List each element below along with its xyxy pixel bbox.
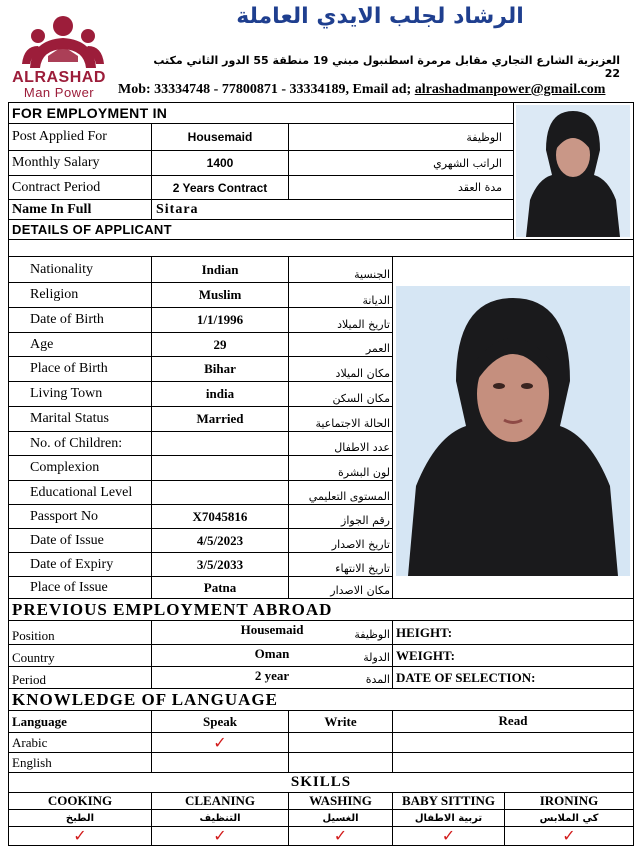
religion-value: Muslim [198, 287, 242, 302]
passport-no-label: Passport No [30, 508, 99, 524]
passport-no-arabic: رقم الجواز [341, 514, 390, 527]
skill-ironing-label: IRONING [539, 793, 599, 808]
skill-babysitting-arabic: تربية الاطفال [414, 812, 483, 824]
living-town-label: Living Town [30, 386, 103, 401]
skill-cleaning-arabic: التنظيف [199, 812, 241, 824]
contract-period-label: Contract Period [12, 179, 101, 195]
skill-cooking-arabic: الطبخ [65, 812, 95, 824]
language-section-title: KNOWLEDGE OF LANGUAGE [12, 689, 278, 709]
language-arabic-label: Arabic [12, 734, 48, 750]
monthly-salary-value: 1400 [206, 156, 234, 170]
speak-col-header: Speak [203, 713, 237, 729]
full-name-label: Name In Full [12, 201, 92, 217]
skill-cleaning-label: CLEANING [184, 793, 256, 808]
read-col-header: Read [498, 713, 528, 728]
prev-position-label: Position [12, 628, 55, 643]
children-label: No. of Children: [30, 435, 123, 451]
marital-status-label: Marital Status [30, 411, 109, 426]
skill-washing-label: WASHING [309, 793, 372, 808]
marital-status-value: Married [196, 411, 244, 426]
weight-label: WEIGHT: [396, 647, 455, 663]
date-of-birth-label: Date of Birth [30, 312, 104, 327]
education-value [152, 481, 288, 504]
full-name-value: Sitara [156, 201, 199, 217]
prev-country-value: Oman [254, 646, 290, 661]
skill-cleaning-check-icon: ✓ [213, 828, 227, 845]
prev-country-arabic: الدولة [363, 650, 390, 664]
prev-period-value: 2 year [254, 668, 290, 683]
english-speak-check-icon [152, 753, 288, 772]
prev-position-value: Housemaid [240, 622, 304, 637]
skill-cooking-label: COOKING [47, 793, 113, 808]
children-arabic: عدد الاطفال [334, 441, 390, 454]
arabic-read-check-icon [393, 733, 633, 752]
skill-babysitting-label: BABY SITTING [401, 793, 496, 808]
date-of-expiry-arabic: تاريخ الانتهاء [335, 562, 390, 575]
language-english-label: English [12, 754, 52, 770]
nationality-arabic: الجنسية [354, 268, 390, 281]
contract-period-arabic: مدة العقد [458, 181, 502, 194]
date-of-birth-arabic: تاريخ الميلاد [337, 317, 390, 331]
monthly-salary-arabic: الراتب الشهري [433, 156, 502, 170]
religion-label: Religion [30, 287, 79, 302]
post-applied-value: Housemaid [187, 130, 253, 144]
arabic-write-check-icon [289, 733, 392, 752]
english-read-check-icon [393, 753, 633, 772]
religion-arabic: الديانة [362, 293, 390, 307]
living-town-value: india [205, 386, 235, 401]
skill-washing-check-icon: ✓ [333, 828, 348, 845]
contact-email-link[interactable]: alrashadmanpower@gmail.com [414, 82, 606, 97]
children-value [152, 432, 288, 455]
education-arabic: المستوى التعليمي [308, 490, 390, 503]
company-name-arabic: الرشاد لجلب الايدي العاملة [236, 4, 524, 29]
date-of-expiry-label: Date of Expiry [30, 556, 114, 572]
prev-period-label: Period [12, 672, 46, 687]
age-arabic: العمر [365, 342, 390, 355]
place-of-birth-value: Bihar [204, 361, 236, 376]
place-of-issue-arabic: مكان الاصدار [330, 584, 390, 597]
age-value: 29 [213, 336, 227, 352]
language-col-header: Language [12, 713, 67, 729]
skill-babysitting-check-icon: ✓ [441, 828, 456, 845]
contact-phones: Mob: 33334748 - 77800871 - 33334189, Email ad; [118, 82, 415, 97]
employment-section-title: FOR EMPLOYMENT IN [12, 105, 168, 121]
place-of-issue-value: Patna [203, 579, 237, 595]
living-town-arabic: مكان السكن [332, 391, 390, 405]
previous-employment-title: PREVIOUS EMPLOYMENT ABROAD [12, 599, 333, 619]
education-label: Educational Level [30, 484, 133, 500]
place-of-issue-label: Place of Issue [30, 579, 108, 595]
skill-ironing-arabic: كي الملابس [539, 812, 599, 824]
applicant-photo-large [396, 286, 630, 576]
marital-status-arabic: الحالة الاجتماعية [315, 416, 390, 430]
place-of-birth-arabic: مكان الميلاد [335, 366, 390, 380]
english-write-check-icon [289, 753, 392, 772]
logo-text: ALRASHAD [12, 69, 106, 86]
date-of-issue-arabic: تاريخ الاصدار [331, 538, 390, 551]
company-contact [118, 82, 636, 98]
portrait-small-icon [516, 105, 630, 237]
complexion-label: Complexion [30, 460, 100, 475]
post-applied-label: Post Applied For [12, 129, 107, 144]
date-of-issue-value: 4/5/2023 [196, 532, 244, 548]
date-of-issue-label: Date of Issue [30, 532, 104, 548]
prev-position-arabic: الوظيفة [354, 628, 390, 641]
date-of-selection-label: DATE OF SELECTION: [396, 669, 536, 685]
nationality-value: Indian [201, 261, 239, 277]
date-of-expiry-value: 3/5/2033 [196, 556, 244, 572]
applicant-photo-small [516, 105, 630, 237]
application-form [8, 102, 634, 846]
logo-subtext: Man Power [23, 85, 95, 100]
skills-section-title: SKILLS [290, 774, 352, 790]
skill-cooking-check-icon: ✓ [73, 828, 87, 845]
post-applied-arabic: الوظيفة [466, 130, 502, 144]
complexion-arabic: لون البشرة [338, 465, 390, 479]
date-of-birth-value: 1/1/1996 [196, 312, 244, 327]
company-address: العزيزية الشارع التجاري مقابل مرمرة اسطنبول مبني 19 منطقة 55 الدور الثاني مكتب 22 [153, 54, 620, 80]
write-col-header: Write [324, 713, 357, 729]
prev-country-label: Country [12, 650, 55, 665]
place-of-birth-label: Place of Birth [30, 361, 108, 376]
age-label: Age [30, 336, 54, 352]
arabic-speak-check-icon: ✓ [213, 734, 227, 752]
skill-ironing-check-icon: ✓ [562, 828, 576, 845]
prev-period-arabic: المدة [365, 672, 390, 686]
complexion-value [152, 456, 288, 480]
nationality-label: Nationality [30, 261, 93, 277]
skill-washing-arabic: الغسيل [322, 812, 359, 824]
applicant-section-title: DETAILS OF APPLICANT [12, 222, 172, 237]
portrait-large-icon [396, 286, 630, 576]
passport-no-value: X7045816 [192, 508, 248, 524]
contract-period-value: 2 Years Contract [172, 180, 268, 195]
height-label: HEIGHT: [396, 624, 453, 640]
monthly-salary-label: Monthly Salary [12, 155, 100, 170]
